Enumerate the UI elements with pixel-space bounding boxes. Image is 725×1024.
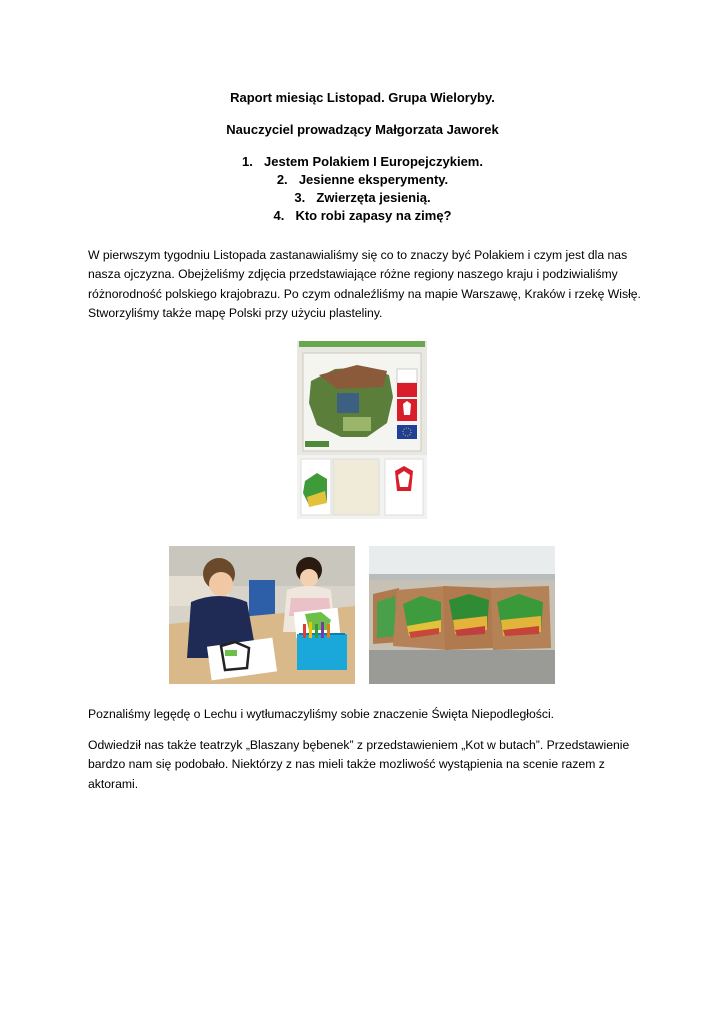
paragraph-poland-week: W pierwszym tygodniu Listopada zastanawialiśmy się co to znaczy być Polakiem i czym jest dla nas nasza ojczyzna. Obejżeliśmy zdjęcia przedstawiające różne regiony naszego kraju i podziwialiśmy różnorodność polskiego krajobrazu. Po czym odnaleźliśmy na mapie Warszawę, Kraków i rzekę Wisłę. Stworzyliśmy także mapę Polski przy użyciu plasteliny. [88,248,641,321]
paragraph-legend: Poznaliśmy legędę o Lechu i wytłumaczyliśmy sobie znaczenie Święta Niepodległości. [88,707,555,721]
topic-item: 4. Kto robi zapasy na zimę? [273,208,452,223]
topic-list [0,154,725,226]
photo-plasticine-maps [369,546,555,684]
topic-item: 3. Zwierzęta jesienią. [294,190,431,205]
topic-item: 2. Jesienne eksperymenty. [276,172,449,187]
report-title: Raport miesiąc Listopad. Grupa Wieloryby. [230,90,495,105]
teacher-line: Nauczyciel prowadzący Małgorzata Jaworek [226,122,499,137]
photo-poland-board [297,341,427,519]
topic-item: 1. Jestem Polakiem I Europejczykiem. [242,154,483,169]
photo-children-plasticine [169,546,355,684]
paragraph-theatre: Odwiedził nas także teatrzyk „Blaszany bębenek” z przedstawieniem „Kot w butach”. Przedstawienie bardzo nam się podobało. Niektórzy z nas mieli także mozliwość wystąpienia na scenie razem z aktorami. [88,738,630,791]
